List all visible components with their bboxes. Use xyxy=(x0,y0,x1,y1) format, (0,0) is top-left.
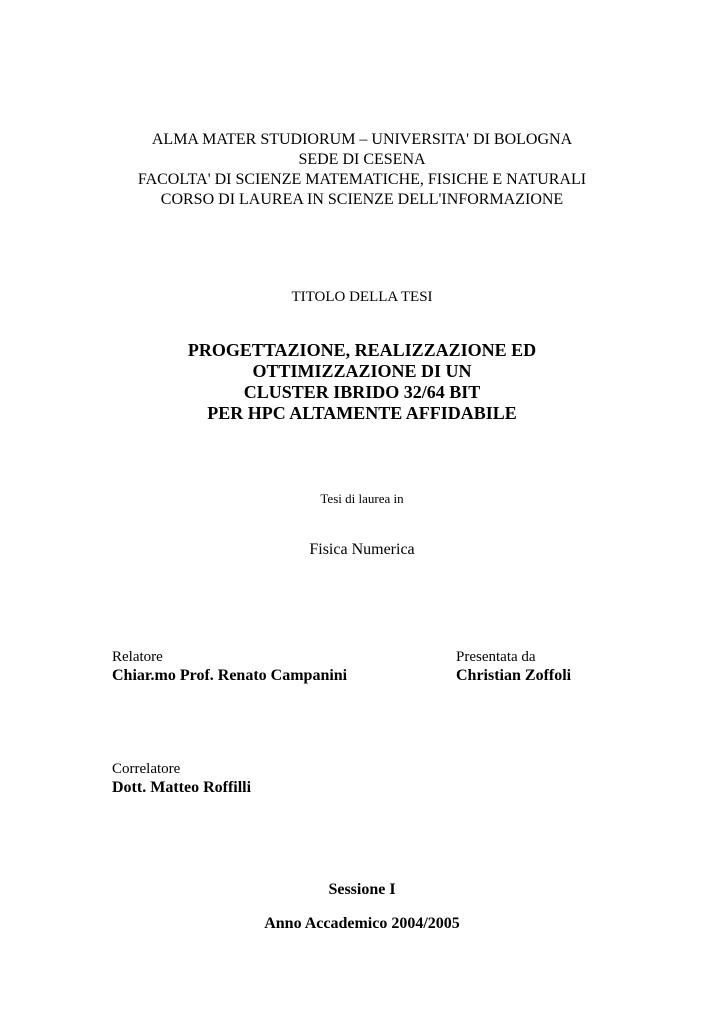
thesis-title xyxy=(0,340,724,424)
academic-year: Anno Accademico 2004/2005 xyxy=(264,915,460,932)
thesis-title-line: CLUSTER IBRIDO 32/64 BIT xyxy=(243,382,481,402)
university-name: ALMA MATER STUDIORUM – UNIVERSITA' DI BOLOGNA xyxy=(151,131,573,148)
presentata-name: Christian Zoffoli xyxy=(456,667,572,684)
degree-label: Tesi di laurea in xyxy=(320,491,404,506)
relatore-name: Chiar.mo Prof. Renato Campanini xyxy=(112,667,348,684)
degree-course: CORSO DI LAUREA IN SCIENZE DELL'INFORMAZIONE xyxy=(160,191,564,208)
thesis-subject: Fisica Numerica xyxy=(309,541,415,558)
thesis-title-line: PER HPC ALTAMENTE AFFIDABILE xyxy=(207,403,517,423)
relatore-label: Relatore xyxy=(112,649,163,665)
faculty-name: FACOLTA' DI SCIENZE MATEMATICHE, FISICHE E NATURALI xyxy=(137,171,587,188)
thesis-title-label: TITOLO DELLA TESI xyxy=(291,289,433,305)
university-header xyxy=(0,130,724,210)
thesis-title-line: PROGETTAZIONE, REALIZZAZIONE ED xyxy=(187,340,537,360)
thesis-title-line: OTTIMIZZAZIONE DI UN xyxy=(252,361,472,381)
session: Sessione I xyxy=(328,881,396,898)
campus-name: SEDE DI CESENA xyxy=(298,151,426,168)
correlatore-label: Correlatore xyxy=(112,761,181,777)
presentata-label: Presentata da xyxy=(456,649,536,665)
correlatore-name: Dott. Matteo Roffilli xyxy=(112,779,252,796)
